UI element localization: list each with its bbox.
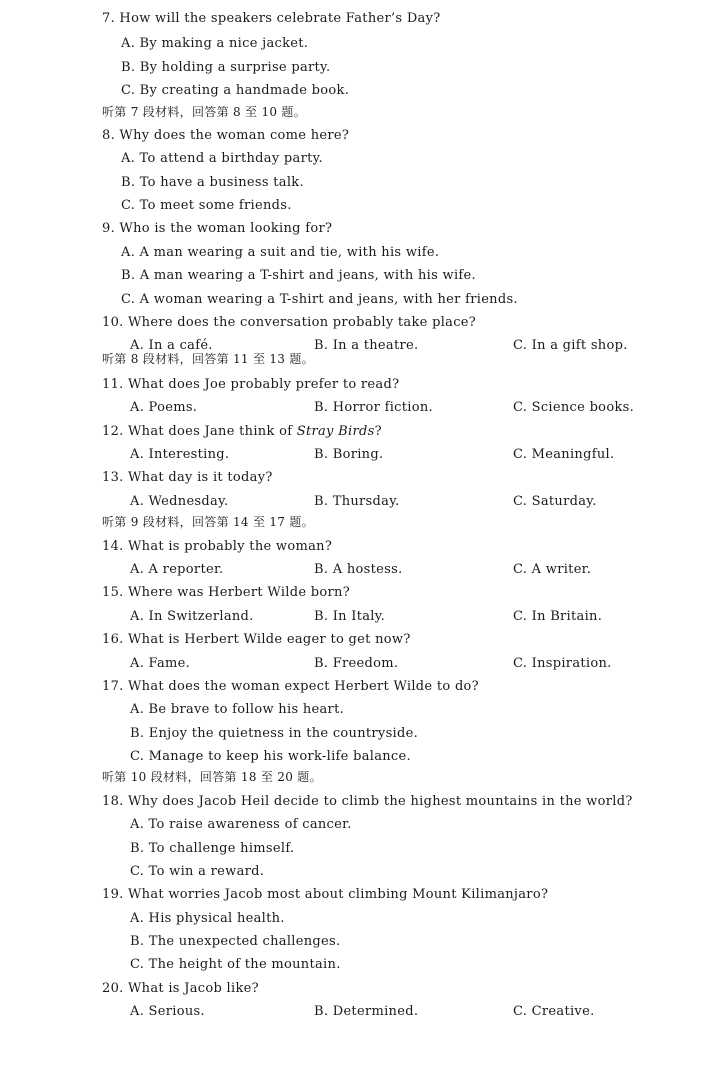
question-9-stem: 9. Who is the woman looking for? [102, 221, 333, 236]
question-19-option-a: A. His physical health. [130, 911, 285, 926]
question-10-option-b: B. In a theatre. [314, 338, 419, 353]
question-19-option-c: C. The height of the mountain. [130, 957, 341, 972]
question-20-option-a: A. Serious. [130, 1004, 205, 1019]
question-12-book-title: Stray Birds [296, 424, 375, 439]
question-13-option-b: B. Thursday. [314, 494, 400, 509]
question-7-stem: 7. How will the speakers celebrate Father’s Day? [102, 11, 441, 26]
question-18-option-b: B. To challenge himself. [130, 841, 295, 856]
question-18-option-a: A. To raise awareness of cancer. [130, 817, 352, 832]
question-15-option-a: A. In Switzerland. [130, 609, 254, 624]
question-17-option-c: C. Manage to keep his work-life balance. [130, 749, 411, 764]
question-18-stem: 18. Why does Jacob Heil decide to climb the highest mountains in the world? [102, 794, 633, 809]
question-16-stem: 16. What is Herbert Wilde eager to get now? [102, 632, 411, 647]
question-9-option-a: A. A man wearing a suit and tie, with his wife. [121, 245, 440, 260]
question-19-stem: 19. What worries Jacob most about climbing Mount Kilimanjaro? [102, 887, 549, 902]
question-11-option-b: B. Horror fiction. [314, 400, 433, 415]
question-12-option-a: A. Interesting. [130, 447, 230, 462]
question-9-option-c: C. A woman wearing a T-shirt and jeans, with her friends. [121, 292, 518, 307]
question-10-stem: 10. Where does the conversation probably take place? [102, 315, 477, 330]
question-9-option-b: B. A man wearing a T-shirt and jeans, with his wife. [121, 268, 476, 283]
question-15-option-c: C. In Britain. [513, 609, 603, 624]
question-11-stem: 11. What does Joe probably prefer to read? [102, 377, 400, 392]
question-12-option-c: C. Meaningful. [513, 447, 615, 462]
question-7-option-c: C. By creating a handmade book. [121, 83, 350, 98]
question-16-option-a: A. Fame. [130, 656, 191, 671]
question-16-option-b: B. Freedom. [314, 656, 399, 671]
question-20-stem: 20. What is Jacob like? [102, 981, 259, 996]
question-10-option-c: C. In a gift shop. [513, 338, 628, 353]
question-8-option-c: C. To meet some friends. [121, 198, 292, 213]
question-7-option-b: B. By holding a surprise party. [121, 60, 331, 75]
question-13-option-c: C. Saturday. [513, 494, 597, 509]
question-14-option-b: B. A hostess. [314, 562, 403, 577]
question-17-option-a: A. Be brave to follow his heart. [130, 702, 345, 717]
question-15-stem: 15. Where was Herbert Wilde born? [102, 585, 350, 600]
question-18-option-c: C. To win a reward. [130, 864, 265, 879]
question-19-option-b: B. The unexpected challenges. [130, 934, 341, 949]
question-8-option-b: B. To have a business talk. [121, 175, 304, 190]
question-12-stem [102, 424, 382, 440]
question-8-stem: 8. Why does the woman come here? [102, 128, 350, 143]
section-7-heading: 听第 7 段材料，回答第 8 至 10 题。 [102, 105, 307, 119]
section-8-heading: 听第 8 段材料，回答第 11 至 13 题。 [102, 352, 314, 366]
question-12-stem-mark: ? [374, 424, 382, 439]
question-11-option-a: A. Poems. [130, 400, 198, 415]
question-10-option-a: A. In a café. [130, 338, 213, 353]
question-14-stem: 14. What is probably the woman? [102, 539, 333, 554]
question-11-option-c: C. Science books. [513, 400, 635, 415]
question-17-option-b: B. Enjoy the quietness in the countryside. [130, 726, 419, 741]
question-20-option-c: C. Creative. [513, 1004, 595, 1019]
question-14-option-c: C. A writer. [513, 562, 592, 577]
question-13-option-a: A. Wednesday. [130, 494, 229, 509]
question-15-option-b: B. In Italy. [314, 609, 386, 624]
question-12-stem-text: 12. What does Jane think of [102, 424, 297, 439]
section-10-heading: 听第 10 段材料，回答第 18 至 20 题。 [102, 770, 322, 784]
question-14-option-a: A. A reporter. [130, 562, 224, 577]
question-20-option-b: B. Determined. [314, 1004, 419, 1019]
question-13-stem: 13. What day is it today? [102, 470, 273, 485]
question-17-stem: 17. What does the woman expect Herbert Wilde to do? [102, 679, 479, 694]
question-12-option-b: B. Boring. [314, 447, 384, 462]
question-7-option-a: A. By making a nice jacket. [121, 36, 309, 51]
section-9-heading: 听第 9 段材料，回答第 14 至 17 题。 [102, 515, 314, 529]
question-8-option-a: A. To attend a birthday party. [121, 151, 323, 166]
question-16-option-c: C. Inspiration. [513, 656, 612, 671]
